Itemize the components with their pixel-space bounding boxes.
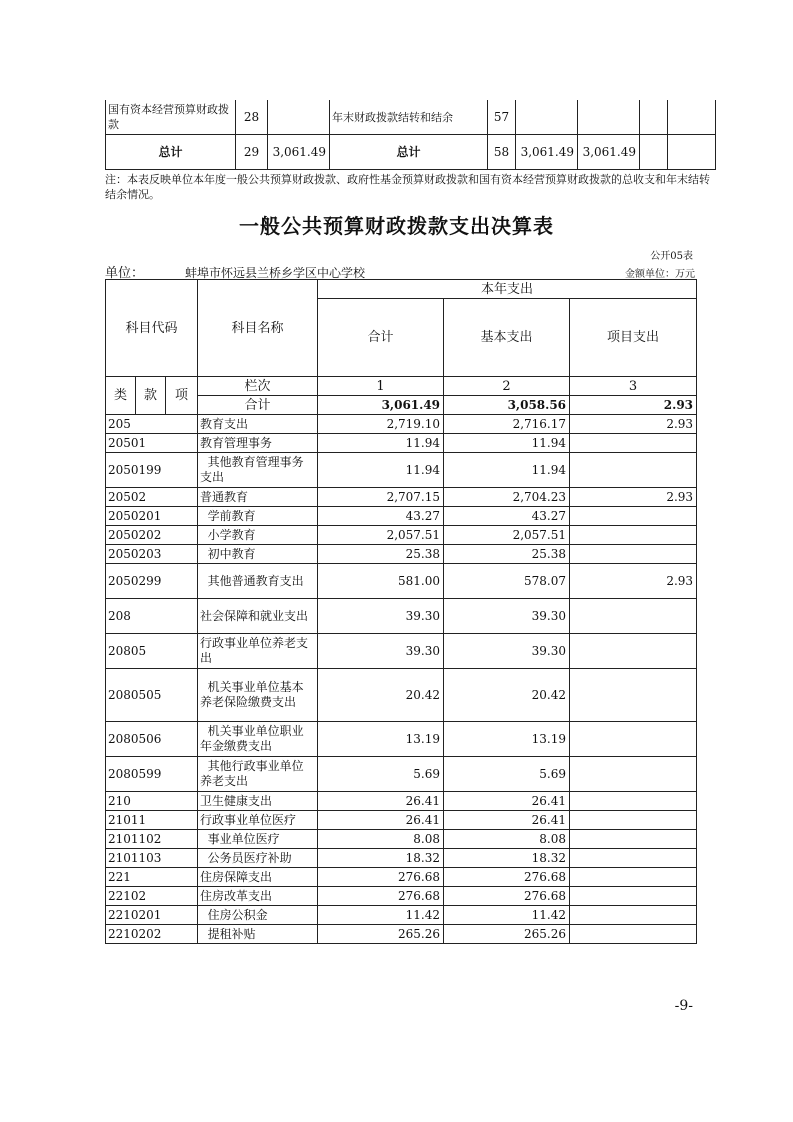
- subject-name: 卫生健康支出: [198, 792, 318, 811]
- subject-name: 教育管理事务: [198, 434, 318, 453]
- sum-project: 2.93: [570, 396, 697, 415]
- table-row: [106, 811, 697, 830]
- table-row: [106, 830, 697, 849]
- subject-code: 2050299: [106, 564, 198, 599]
- subject-name: 事业单位医疗: [198, 830, 318, 849]
- total-amount: 276.68: [318, 887, 444, 906]
- basic-amount: 20.42: [444, 669, 570, 722]
- basic-amount: 276.68: [444, 887, 570, 906]
- basic-amount: 39.30: [444, 599, 570, 634]
- row-number: 28: [236, 100, 268, 135]
- subject-name: 其他教育管理事务支出: [198, 453, 318, 488]
- basic-amount: 13.19: [444, 722, 570, 757]
- total-label: 总计: [330, 135, 488, 170]
- expenditure-table: [105, 279, 697, 944]
- table-row: [106, 545, 697, 564]
- subject-name: 机关事业单位基本养老保险缴费支出: [198, 669, 318, 722]
- subject-code: 2050201: [106, 507, 198, 526]
- table-row: [106, 925, 697, 944]
- total-amount: 26.41: [318, 811, 444, 830]
- table-row: [106, 887, 697, 906]
- project-amount: [570, 906, 697, 925]
- table-row: [106, 634, 697, 669]
- total-amount: 2,719.10: [318, 415, 444, 434]
- sum-total: 3,061.49: [318, 396, 444, 415]
- table-row: [106, 415, 697, 434]
- subject-code: 2101102: [106, 830, 198, 849]
- total-amount: 11.42: [318, 906, 444, 925]
- amount-cell: [578, 100, 640, 135]
- page-number: -9-: [674, 998, 693, 1014]
- project-amount: [570, 507, 697, 526]
- basic-amount: 11.94: [444, 434, 570, 453]
- header-lei: 类: [106, 377, 136, 415]
- subject-code: 22102: [106, 887, 198, 906]
- header-row: [106, 280, 697, 299]
- table-row: [106, 488, 697, 507]
- total-amount: 276.68: [318, 868, 444, 887]
- total-label: 总计: [106, 135, 236, 170]
- table-note: 注：本表反映单位本年度一般公共预算财政拨款、政府性基金预算财政拨款和国有资本经营预算财政拨款的总收支和年末结转结余情况。: [105, 173, 710, 201]
- row-number: 58: [488, 135, 516, 170]
- total-amount: 43.27: [318, 507, 444, 526]
- project-amount: [570, 757, 697, 792]
- row-number: 29: [236, 135, 268, 170]
- table-row: [106, 868, 697, 887]
- subject-code: 205: [106, 415, 198, 434]
- subject-name: 教育支出: [198, 415, 318, 434]
- basic-amount: 26.41: [444, 792, 570, 811]
- page-title: 一般公共预算财政拨款支出决算表: [239, 214, 554, 238]
- total-amount: 20.42: [318, 669, 444, 722]
- row-number: 57: [488, 100, 516, 135]
- amount-cell: [668, 135, 716, 170]
- project-amount: [570, 811, 697, 830]
- project-amount: [570, 925, 697, 944]
- basic-amount: 39.30: [444, 634, 570, 669]
- amount-cell: 3,061.49: [516, 135, 578, 170]
- row-label: 国有资本经营预算财政拨款: [106, 100, 236, 135]
- project-amount: [570, 830, 697, 849]
- basic-amount: 25.38: [444, 545, 570, 564]
- total-amount: 265.26: [318, 925, 444, 944]
- project-amount: [570, 722, 697, 757]
- project-amount: [570, 887, 697, 906]
- total-amount: 11.94: [318, 434, 444, 453]
- table-row: [106, 100, 716, 135]
- subject-name: 行政事业单位养老支出: [198, 634, 318, 669]
- basic-amount: 276.68: [444, 868, 570, 887]
- income-expense-summary-table: [105, 100, 716, 170]
- project-amount: [570, 792, 697, 811]
- unit-name: 蚌埠市怀远县兰桥乡学区中心学校: [185, 266, 366, 280]
- header-project: 项目支出: [570, 299, 697, 377]
- project-amount: [570, 434, 697, 453]
- table-row: [106, 669, 697, 722]
- row-label: 年末财政拨款结转和结余: [330, 100, 488, 135]
- table-row: [106, 526, 697, 545]
- basic-amount: 11.94: [444, 453, 570, 488]
- header-col2: 2: [444, 377, 570, 396]
- header-subject-code: 科目代码: [106, 280, 198, 377]
- subject-code: 2080599: [106, 757, 198, 792]
- amount-cell: [640, 100, 668, 135]
- total-amount: 18.32: [318, 849, 444, 868]
- header-basic: 基本支出: [444, 299, 570, 377]
- sum-basic: 3,058.56: [444, 396, 570, 415]
- table-row: [106, 453, 697, 488]
- project-amount: [570, 669, 697, 722]
- header-col3: 3: [570, 377, 697, 396]
- amount-cell: 3,061.49: [268, 135, 330, 170]
- subject-name: 小学教育: [198, 526, 318, 545]
- project-amount: [570, 849, 697, 868]
- subject-code: 20502: [106, 488, 198, 507]
- subject-name: 普通教育: [198, 488, 318, 507]
- sum-label: 合计: [198, 396, 318, 415]
- basic-amount: 5.69: [444, 757, 570, 792]
- basic-amount: 2,716.17: [444, 415, 570, 434]
- total-amount: 11.94: [318, 453, 444, 488]
- table-row: [106, 599, 697, 634]
- project-amount: [570, 526, 697, 545]
- total-amount: 25.38: [318, 545, 444, 564]
- subject-code: 2080505: [106, 669, 198, 722]
- table-code: 公开05表: [650, 251, 693, 262]
- basic-amount: 43.27: [444, 507, 570, 526]
- header-col1: 1: [318, 377, 444, 396]
- total-amount: 8.08: [318, 830, 444, 849]
- subject-code: 20805: [106, 634, 198, 669]
- subject-name: 机关事业单位职业年金缴费支出: [198, 722, 318, 757]
- basic-amount: 8.08: [444, 830, 570, 849]
- subject-name: 其他普通教育支出: [198, 564, 318, 599]
- total-amount: 2,707.15: [318, 488, 444, 507]
- subject-code: 208: [106, 599, 198, 634]
- project-amount: 2.93: [570, 415, 697, 434]
- total-amount: 39.30: [318, 634, 444, 669]
- subject-code: 221: [106, 868, 198, 887]
- subject-code: 2050199: [106, 453, 198, 488]
- money-unit: 金额单位：万元: [625, 269, 695, 280]
- table-row: [106, 906, 697, 925]
- table-row: [106, 434, 697, 453]
- subject-code: 2080506: [106, 722, 198, 757]
- table-row: [106, 507, 697, 526]
- subject-name: 初中教育: [198, 545, 318, 564]
- amount-cell: 3,061.49: [578, 135, 640, 170]
- subject-code: 2050202: [106, 526, 198, 545]
- subject-name: 其他行政事业单位养老支出: [198, 757, 318, 792]
- subject-code: 2050203: [106, 545, 198, 564]
- project-amount: [570, 599, 697, 634]
- basic-amount: 18.32: [444, 849, 570, 868]
- header-xiang: 项: [166, 377, 198, 415]
- basic-amount: 11.42: [444, 906, 570, 925]
- subject-code: 2210202: [106, 925, 198, 944]
- basic-amount: 2,057.51: [444, 526, 570, 545]
- total-amount: 26.41: [318, 792, 444, 811]
- basic-amount: 26.41: [444, 811, 570, 830]
- total-amount: 5.69: [318, 757, 444, 792]
- header-row: [106, 377, 697, 396]
- table-row: [106, 564, 697, 599]
- total-amount: 39.30: [318, 599, 444, 634]
- header-total: 合计: [318, 299, 444, 377]
- subject-code: 20501: [106, 434, 198, 453]
- header-subject-name: 科目名称: [198, 280, 318, 377]
- table-row: [106, 757, 697, 792]
- subject-name: 行政事业单位医疗: [198, 811, 318, 830]
- subject-code: 210: [106, 792, 198, 811]
- subject-code: 2101103: [106, 849, 198, 868]
- subject-name: 住房改革支出: [198, 887, 318, 906]
- basic-amount: 2,704.23: [444, 488, 570, 507]
- table-row: [106, 792, 697, 811]
- subject-name: 提租补贴: [198, 925, 318, 944]
- project-amount: [570, 868, 697, 887]
- subject-name: 住房保障支出: [198, 868, 318, 887]
- basic-amount: 265.26: [444, 925, 570, 944]
- header-kuan: 款: [136, 377, 166, 415]
- subject-name: 公务员医疗补助: [198, 849, 318, 868]
- basic-amount: 578.07: [444, 564, 570, 599]
- subject-code: 21011: [106, 811, 198, 830]
- amount-cell: [668, 100, 716, 135]
- total-amount: 2,057.51: [318, 526, 444, 545]
- project-amount: 2.93: [570, 488, 697, 507]
- subject-name: 社会保障和就业支出: [198, 599, 318, 634]
- unit-label: 单位：: [105, 266, 145, 281]
- project-amount: [570, 634, 697, 669]
- amount-cell: [640, 135, 668, 170]
- subject-name: 住房公积金: [198, 906, 318, 925]
- table-row: [106, 135, 716, 170]
- subject-name: 学前教育: [198, 507, 318, 526]
- amount-cell: [268, 100, 330, 135]
- project-amount: [570, 453, 697, 488]
- header-column-no: 栏次: [198, 377, 318, 396]
- project-amount: [570, 545, 697, 564]
- subject-code: 2210201: [106, 906, 198, 925]
- project-amount: 2.93: [570, 564, 697, 599]
- total-amount: 13.19: [318, 722, 444, 757]
- amount-cell: [516, 100, 578, 135]
- total-amount: 581.00: [318, 564, 444, 599]
- header-current-year: 本年支出: [318, 280, 697, 299]
- table-row: [106, 849, 697, 868]
- table-row: [106, 722, 697, 757]
